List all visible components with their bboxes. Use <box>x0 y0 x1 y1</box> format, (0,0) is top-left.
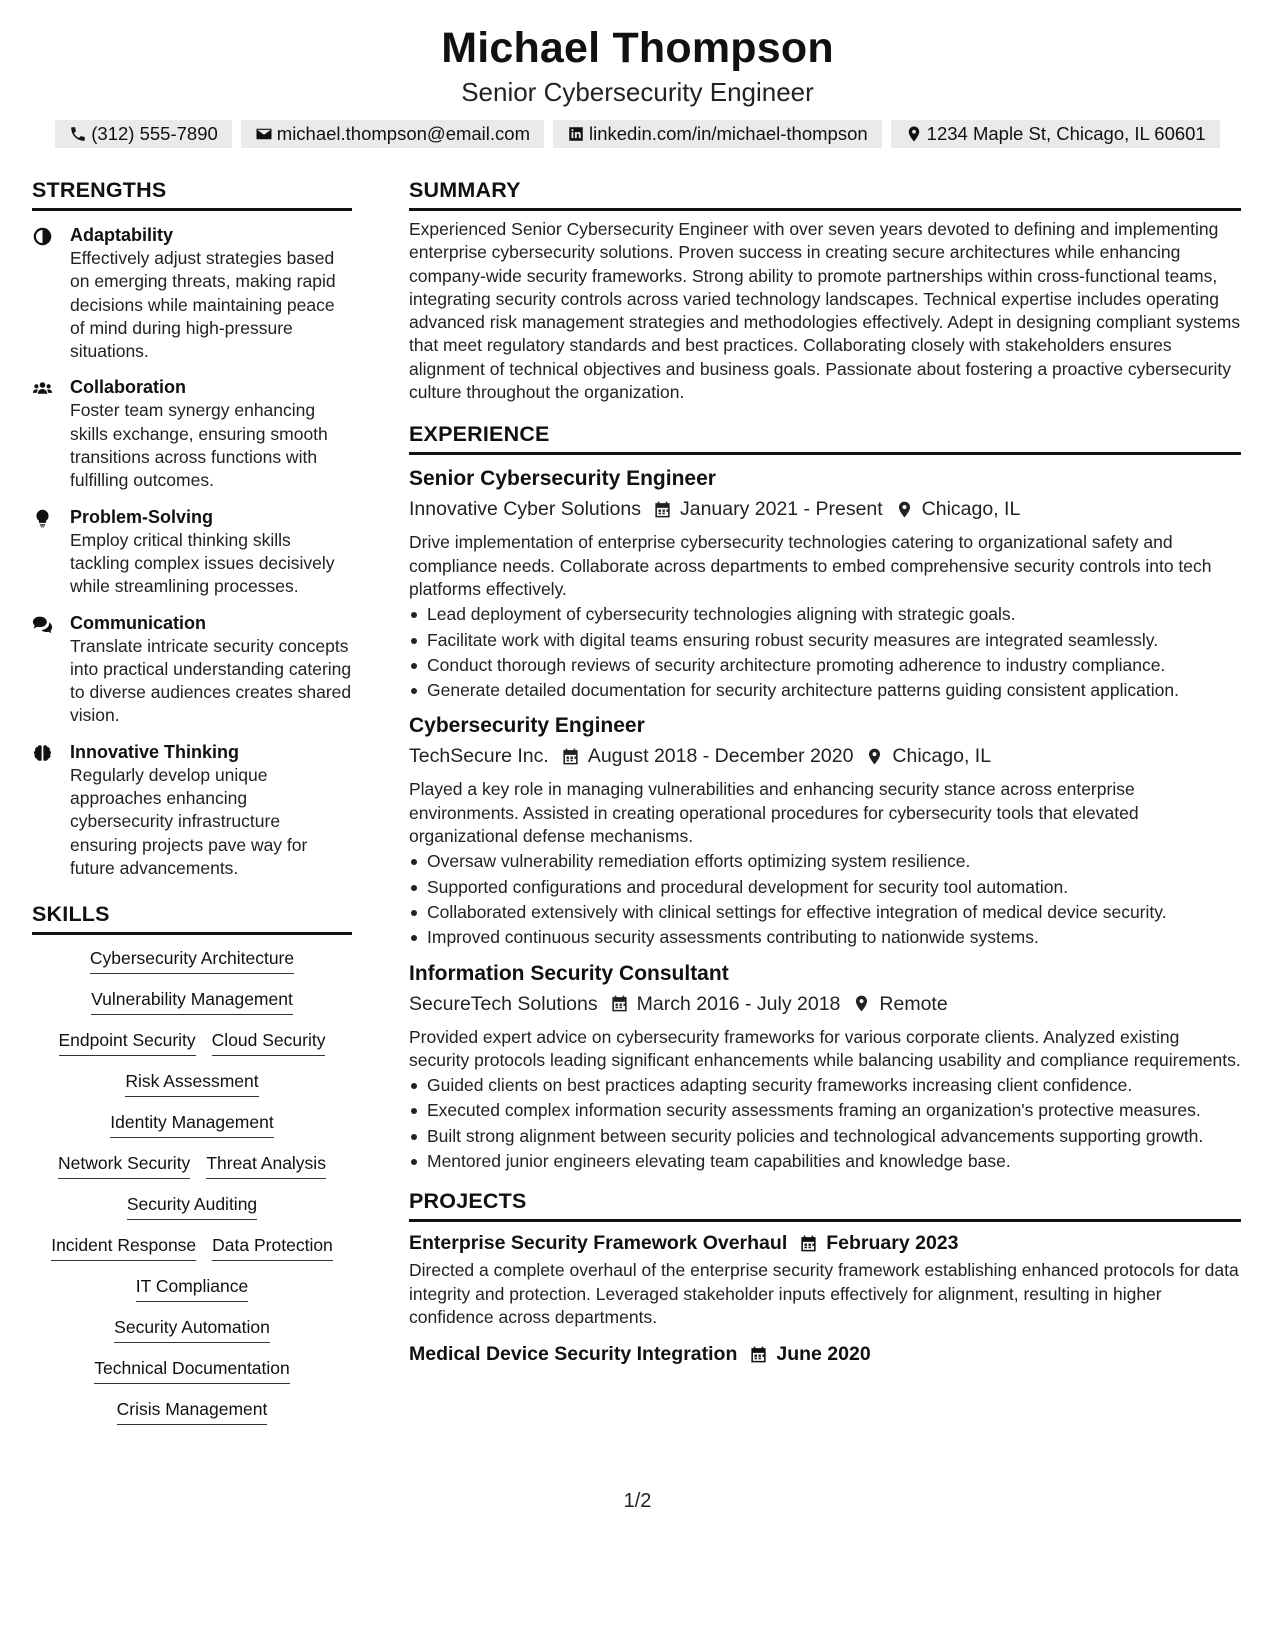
project-header <box>409 1230 1241 1256</box>
job-bullets <box>409 1074 1241 1173</box>
strength-name: Innovative Thinking <box>70 741 240 762</box>
project-title: Enterprise Security Framework Overhaul <box>409 1232 788 1255</box>
job-title: Senior Cybersecurity Engineer <box>409 467 716 491</box>
skill-tag: Endpoint Security <box>59 1029 196 1056</box>
contact-phone-text: (312) 555-7890 <box>91 123 218 144</box>
skill-tag: Security Automation <box>114 1316 270 1343</box>
page-number: 1/2 <box>623 1490 652 1512</box>
job-bullet: Generate detailed documentation for security architecture patterns guiding consistent application. <box>409 679 1241 702</box>
skill-tag: Cybersecurity Architecture <box>90 947 294 974</box>
strength-name: Problem-Solving <box>70 506 214 527</box>
comments-icon <box>32 614 53 635</box>
map-pin-icon <box>852 994 871 1013</box>
map-pin-icon <box>905 125 923 143</box>
contact-linkedin-text: linkedin.com/in/michael-thompson <box>589 123 868 144</box>
candidate-name: Michael Thompson <box>441 24 834 72</box>
phone-icon <box>69 125 87 143</box>
job-company: Innovative Cyber Solutions <box>409 498 641 521</box>
resume-header <box>0 0 1275 148</box>
calendar-icon <box>799 1234 818 1253</box>
job-description: Provided expert advice on cybersecurity frameworks for various corporate clients. Analyzed existing security protocols leading significant enhancements while balancing usability and compliance requirements. <box>409 1026 1241 1070</box>
strength-item <box>32 611 352 728</box>
linkedin-icon <box>567 125 585 143</box>
strength-description: Translate intricate security concepts into practical understanding catering to diverse audiences creates shared vision. <box>70 635 352 726</box>
job-bullet: Collaborated extensively with clinical settings for effective integration of medical device security. <box>409 901 1241 924</box>
map-pin-icon <box>865 747 884 766</box>
job-entry <box>409 712 1241 949</box>
skill-tag: Security Auditing <box>127 1193 257 1220</box>
strength-item <box>32 375 352 492</box>
strength-description: Effectively adjust strategies based on emerging threats, making rapid decisions while maintaining peace of mind during high-pressure situations. <box>70 248 336 362</box>
right-column <box>409 176 1241 1439</box>
strength-description: Foster team synergy enhancing skills exchange, ensuring smooth transitions across functions with fulfilling outcomes. <box>70 400 328 491</box>
job-bullet: Improved continuous security assessments contributing to nationwide systems. <box>409 926 1241 949</box>
job-meta <box>409 990 1241 1018</box>
contact-email[interactable] <box>241 120 544 148</box>
brain-icon <box>32 743 53 764</box>
job-description: Played a key role in managing vulnerabilities and enhancing security stance across enterprise environments. Assisted in creating operational procedures for cybersecurity tools that elevated organizational defense mechanisms. <box>409 779 1139 847</box>
left-column <box>32 176 352 1439</box>
map-pin-icon <box>895 500 914 519</box>
job-bullet: Supported configurations and procedural development for security tool automation. <box>409 876 1241 899</box>
project-date: June 2020 <box>776 1343 871 1366</box>
envelope-icon <box>255 125 273 143</box>
job-meta <box>409 742 1241 770</box>
calendar-icon <box>749 1345 768 1364</box>
contact-email-text: michael.thompson@email.com <box>276 123 530 144</box>
job-company: SecureTech Solutions <box>409 992 598 1015</box>
skills-heading: SKILLS <box>32 900 352 935</box>
projects-heading: PROJECTS <box>409 1187 1241 1222</box>
job-location: Chicago, IL <box>921 498 1021 521</box>
job-bullet: Built strong alignment between security policies and technological advancements supporting growth. <box>409 1125 1241 1148</box>
project-description: Directed a complete overhaul of the enterprise security framework establishing enhanced protocols for data integrity and protection. Leveraged stakeholder inputs effectively for alignment, resulting in higher confidence across departments. <box>409 1260 1239 1327</box>
summary-heading: SUMMARY <box>409 176 1241 211</box>
skill-tag: Crisis Management <box>117 1398 268 1425</box>
job-bullet: Facilitate work with digital teams ensuring robust security measures are integrated seamlessly. <box>409 629 1241 652</box>
half-circle-icon <box>32 226 53 247</box>
job-bullet: Conduct thorough reviews of security architecture promoting adherence to industry compliance. <box>409 654 1241 677</box>
contact-linkedin[interactable] <box>553 120 882 148</box>
strength-description: Regularly develop unique approaches enhancing cybersecurity infrastructure ensuring projects pave way for future advancements. <box>70 764 308 878</box>
job-bullet: Executed complex information security assessments framing an organization's protective measures. <box>409 1099 1241 1122</box>
job-bullet: Lead deployment of cybersecurity technologies aligning with strategic goals. <box>409 603 1241 626</box>
skill-tag: Network Security <box>58 1152 190 1179</box>
strengths-heading: STRENGTHS <box>32 176 352 211</box>
contact-phone[interactable] <box>55 120 232 148</box>
users-icon <box>32 378 53 399</box>
job-bullet: Guided clients on best practices adapting security frameworks increasing client confidence. <box>409 1074 1241 1097</box>
skill-tag: Data Protection <box>212 1234 333 1261</box>
skill-tag: Identity Management <box>110 1111 273 1138</box>
job-location: Remote <box>879 992 948 1015</box>
job-title: Cybersecurity Engineer <box>409 714 645 738</box>
job-title: Information Security Consultant <box>409 961 729 985</box>
project-entry <box>409 1341 1241 1367</box>
skill-tag: Risk Assessment <box>125 1070 258 1097</box>
skill-tag: IT Compliance <box>136 1275 249 1302</box>
contact-address-text: 1234 Maple St, Chicago, IL 60601 <box>926 123 1206 144</box>
skill-tag: Cloud Security <box>212 1029 326 1056</box>
job-description: Drive implementation of enterprise cybersecurity technologies catering to organizational safety and compliance needs. Collaborate across departments to embed comprehensive security controls into tech platforms effectively. <box>409 532 1212 599</box>
skill-tag: Incident Response <box>51 1234 196 1261</box>
job-meta <box>409 495 1241 523</box>
skill-tag: Vulnerability Management <box>91 988 293 1015</box>
job-bullet: Oversaw vulnerability remediation efforts optimizing system resilience. <box>409 850 1241 873</box>
project-entry <box>409 1230 1241 1329</box>
calendar-icon <box>653 500 672 519</box>
job-bullets <box>409 850 1241 949</box>
strength-name: Communication <box>70 612 207 633</box>
project-header <box>409 1341 1241 1367</box>
summary-text: Experienced Senior Cybersecurity Engineer with over seven years devoted to defining and implementing enterprise cybersecurity solutions. Proven success in creating secure architectures while enhancing company-wide security frameworks. Strong ability to promote partnerships within cross-functional teams, integrating security controls across varied technology landscapes. Technical expertise includes operating advanced risk management strategies and methodologies effectively. Adept in designing compliant systems that meet regulatory standards and best practices. Collaborating closely with stakeholders ensures alignment of technical objectives and business goals. Passionate about fostering a proactive cybersecurity culture throughout the organization. <box>409 219 1241 403</box>
contact-bar <box>0 120 1275 148</box>
job-entry <box>409 960 1241 1174</box>
strength-description: Employ critical thinking skills tackling complex issues decisively while streamlining processes. <box>70 529 335 597</box>
strength-item <box>32 223 352 363</box>
calendar-icon <box>610 994 629 1013</box>
job-dates: January 2021 - Present <box>679 498 883 521</box>
lightbulb-icon <box>32 508 53 529</box>
job-company: TechSecure Inc. <box>409 745 549 768</box>
experience-heading: EXPERIENCE <box>409 420 1241 455</box>
candidate-title: Senior Cybersecurity Engineer <box>461 77 814 107</box>
strength-name: Adaptability <box>70 225 174 245</box>
strength-name: Collaboration <box>70 377 186 398</box>
job-bullet: Mentored junior engineers elevating team capabilities and knowledge base. <box>409 1150 1241 1173</box>
job-entry <box>409 465 1241 702</box>
skill-tag: Technical Documentation <box>94 1357 290 1384</box>
job-bullets <box>409 603 1241 702</box>
calendar-icon <box>561 747 580 766</box>
project-date: February 2023 <box>826 1232 959 1255</box>
contact-address <box>891 120 1220 148</box>
skills-list <box>32 947 352 1425</box>
strength-item <box>32 740 352 880</box>
job-dates: August 2018 - December 2020 <box>587 745 854 768</box>
skill-tag: Threat Analysis <box>206 1152 326 1179</box>
project-title: Medical Device Security Integration <box>409 1343 738 1366</box>
job-location: Chicago, IL <box>892 745 992 768</box>
strength-item <box>32 505 352 599</box>
job-dates: March 2016 - July 2018 <box>636 992 841 1015</box>
